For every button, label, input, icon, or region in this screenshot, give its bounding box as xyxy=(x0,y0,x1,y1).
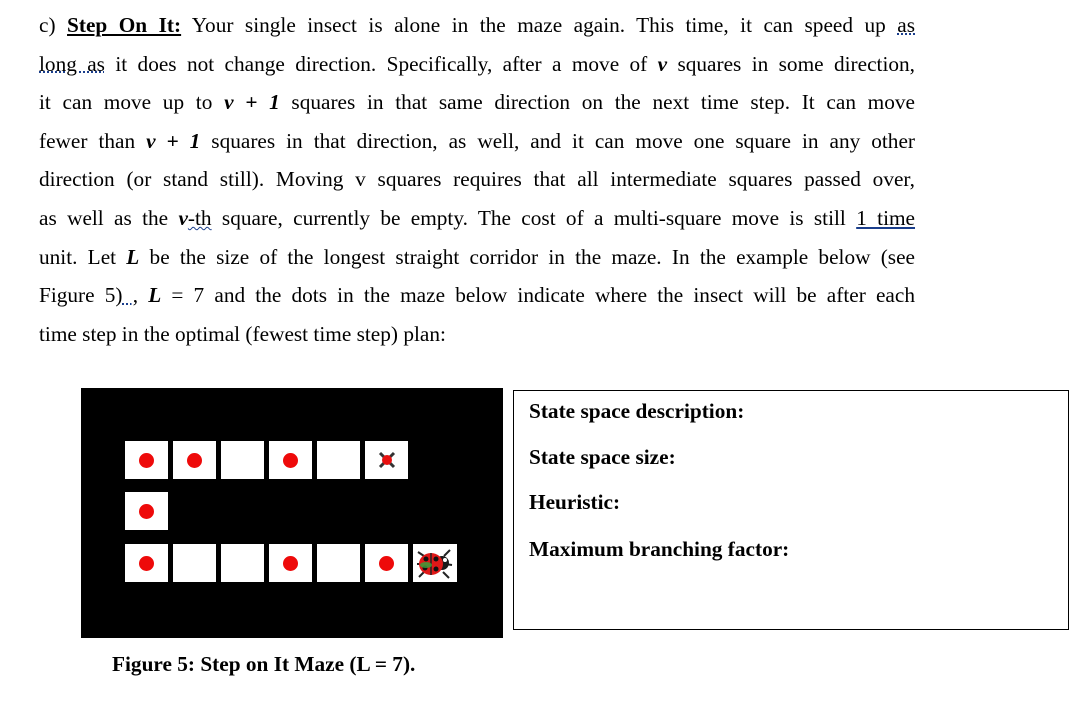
answer-box xyxy=(513,390,1069,630)
paragraph-line: Figure 5) , L = 7 and the dots in the maze below indicate where the insect will be after each xyxy=(39,283,915,308)
paragraph-line: direction (or stand still). Moving v squares requires that all intermediate squares passed over, xyxy=(39,167,915,192)
paragraph-line: time step in the optimal (fewest time step) plan: xyxy=(39,321,446,346)
ladybug-icon xyxy=(416,544,454,582)
problem-paragraph xyxy=(39,6,915,353)
heuristic-label: Heuristic: xyxy=(529,490,621,514)
section-heading: Step On It: xyxy=(67,13,182,37)
max-branching-factor-label: Maximum branching factor: xyxy=(529,537,790,561)
insect-position-dot xyxy=(139,504,154,519)
paragraph-line: fewer than v + 1 squares in that direction, as well, and it can move one square in any other xyxy=(39,128,915,153)
maze-cell xyxy=(365,441,408,479)
maze-cell xyxy=(221,544,264,582)
maze-cell xyxy=(173,441,216,479)
grammar-flag: as xyxy=(897,13,916,37)
maze-cell xyxy=(413,544,457,582)
paragraph-line: as well as the v-th square, currently be empty. The cost of a multi-square move is still 1 time xyxy=(39,205,916,230)
maze-cell xyxy=(317,544,360,582)
maze-cell xyxy=(269,441,312,479)
insect-position-dot xyxy=(379,556,394,571)
insect-position-dot xyxy=(187,453,202,468)
figure-caption: Figure 5: Step on It Maze (L = 7). xyxy=(112,652,416,676)
grammar-flag: 1 time xyxy=(856,205,916,230)
maze-cell xyxy=(125,441,168,479)
state-space-size-label: State space size: xyxy=(529,445,676,469)
x-target-icon xyxy=(377,450,397,470)
grammar-flag: , xyxy=(122,283,139,308)
insect-position-dot xyxy=(139,556,154,571)
maze-cell xyxy=(125,492,168,530)
insect-position-dot xyxy=(283,556,298,571)
maze-figure xyxy=(81,388,503,638)
maze-cell xyxy=(365,544,408,582)
insect-position-dot xyxy=(283,453,298,468)
paragraph-line: long as it does not change direction. Specifically, after a move of v squares in some direction, xyxy=(39,51,915,76)
insect-position-dot xyxy=(139,453,154,468)
maze-cell xyxy=(317,441,360,479)
maze-cell xyxy=(221,441,264,479)
paragraph-line: c) Step On It: Your single insect is alone in the maze again. This time, it can speed up as xyxy=(39,13,916,37)
spelling-flag: -th xyxy=(187,205,212,230)
maze-cell xyxy=(269,544,312,582)
paragraph-line: unit. Let L be the size of the longest straight corridor in the maze. In the example below (see xyxy=(39,244,915,269)
paragraph-line: it can move up to v + 1 squares in that same direction on the next time step. It can move xyxy=(39,90,915,115)
maze-cell xyxy=(173,544,216,582)
maze-cell xyxy=(125,544,168,582)
state-space-description-label: State space description: xyxy=(529,399,745,423)
grammar-flag: long as xyxy=(39,51,105,76)
